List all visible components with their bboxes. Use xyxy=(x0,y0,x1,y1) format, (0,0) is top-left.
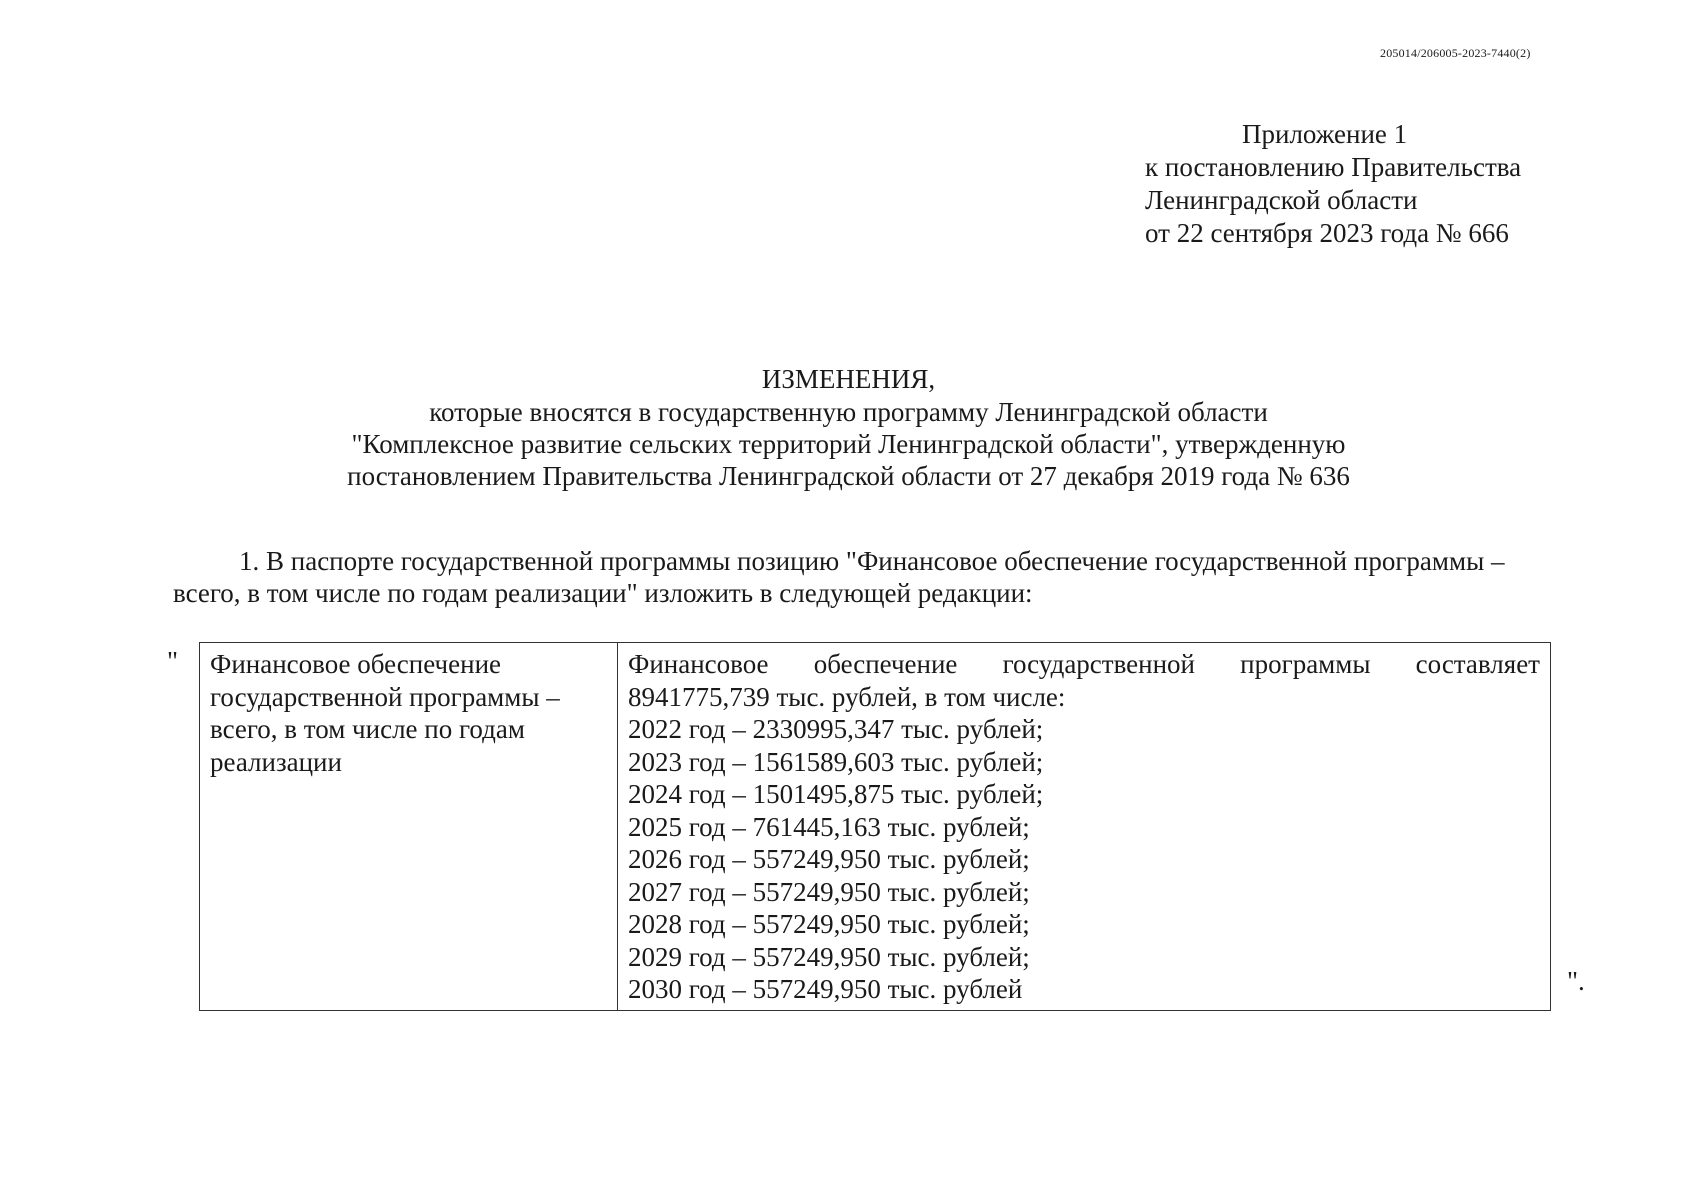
closing-quote: ". xyxy=(1567,966,1585,996)
value-word: обеспечение xyxy=(813,649,958,679)
label-line: всего, в том числе по годам xyxy=(210,714,525,744)
year-amount-line: 2028 год – 557249,950 тыс. рублей; xyxy=(628,909,1030,939)
title-heading: ИЗМЕНЕНИЯ, xyxy=(761,364,936,394)
value-intro-line xyxy=(628,648,1540,681)
value-cell xyxy=(618,643,1551,1011)
appendix-header xyxy=(1145,118,1665,250)
appendix-line: Ленинградской области xyxy=(1145,185,1418,215)
body-paragraph xyxy=(173,545,1593,609)
title-line: постановлением Правительства Ленинградской области от 27 декабря 2019 года № 636 xyxy=(347,461,1350,491)
appendix-line: к постановлению Правительства xyxy=(1145,152,1522,182)
appendix-title: Приложение 1 xyxy=(1242,119,1408,149)
document-title xyxy=(0,363,1697,492)
title-line: "Комплексное развитие сельских территорий Ленинградской области", утвержденную xyxy=(351,429,1346,459)
year-amount-line: 2030 год – 557249,950 тыс. рублей xyxy=(628,974,1023,1004)
opening-quote: " xyxy=(167,646,179,676)
year-amount-line: 2022 год – 2330995,347 тыс. рублей; xyxy=(628,714,1044,744)
table-row xyxy=(200,643,1551,1011)
year-amount-line: 2025 год – 761445,163 тыс. рублей; xyxy=(628,811,1030,842)
year-amount-line: 2024 год – 1501495,875 тыс. рублей; xyxy=(628,779,1044,809)
value-word: составляет xyxy=(1415,649,1540,679)
total-amount-line: 8941775,739 тыс. рублей, в том числе: xyxy=(628,681,1066,712)
value-word: программы xyxy=(1240,649,1371,679)
label-line: реализации xyxy=(210,746,342,777)
paragraph-line: всего, в том числе по годам реализации" изложить в следующей редакции: xyxy=(173,578,1033,608)
paragraph-line: 1. В паспорте государственной программы позицию "Финансовое обеспечение государственной программы – xyxy=(239,546,1505,576)
document-registration-number: 205014/206005-2023-7440(2) xyxy=(1380,46,1531,60)
passport-table xyxy=(199,642,1551,1011)
label-line: Финансовое обеспечение xyxy=(210,649,502,679)
year-amount-line: 2027 год – 557249,950 тыс. рублей; xyxy=(628,876,1030,907)
label-cell xyxy=(200,643,618,1011)
title-line: которые вносятся в государственную программу Ленинградской области xyxy=(429,397,1268,427)
value-word: Финансовое xyxy=(628,649,769,679)
year-amount-line: 2029 год – 557249,950 тыс. рублей; xyxy=(628,941,1030,972)
appendix-date-line: от 22 сентября 2023 года № 666 xyxy=(1145,218,1509,248)
year-amount-line: 2026 год – 557249,950 тыс. рублей; xyxy=(628,844,1030,874)
label-line: государственной программы – xyxy=(210,681,560,712)
year-amount-line: 2023 год – 1561589,603 тыс. рублей; xyxy=(628,746,1044,777)
value-word: государственной xyxy=(1002,649,1196,679)
